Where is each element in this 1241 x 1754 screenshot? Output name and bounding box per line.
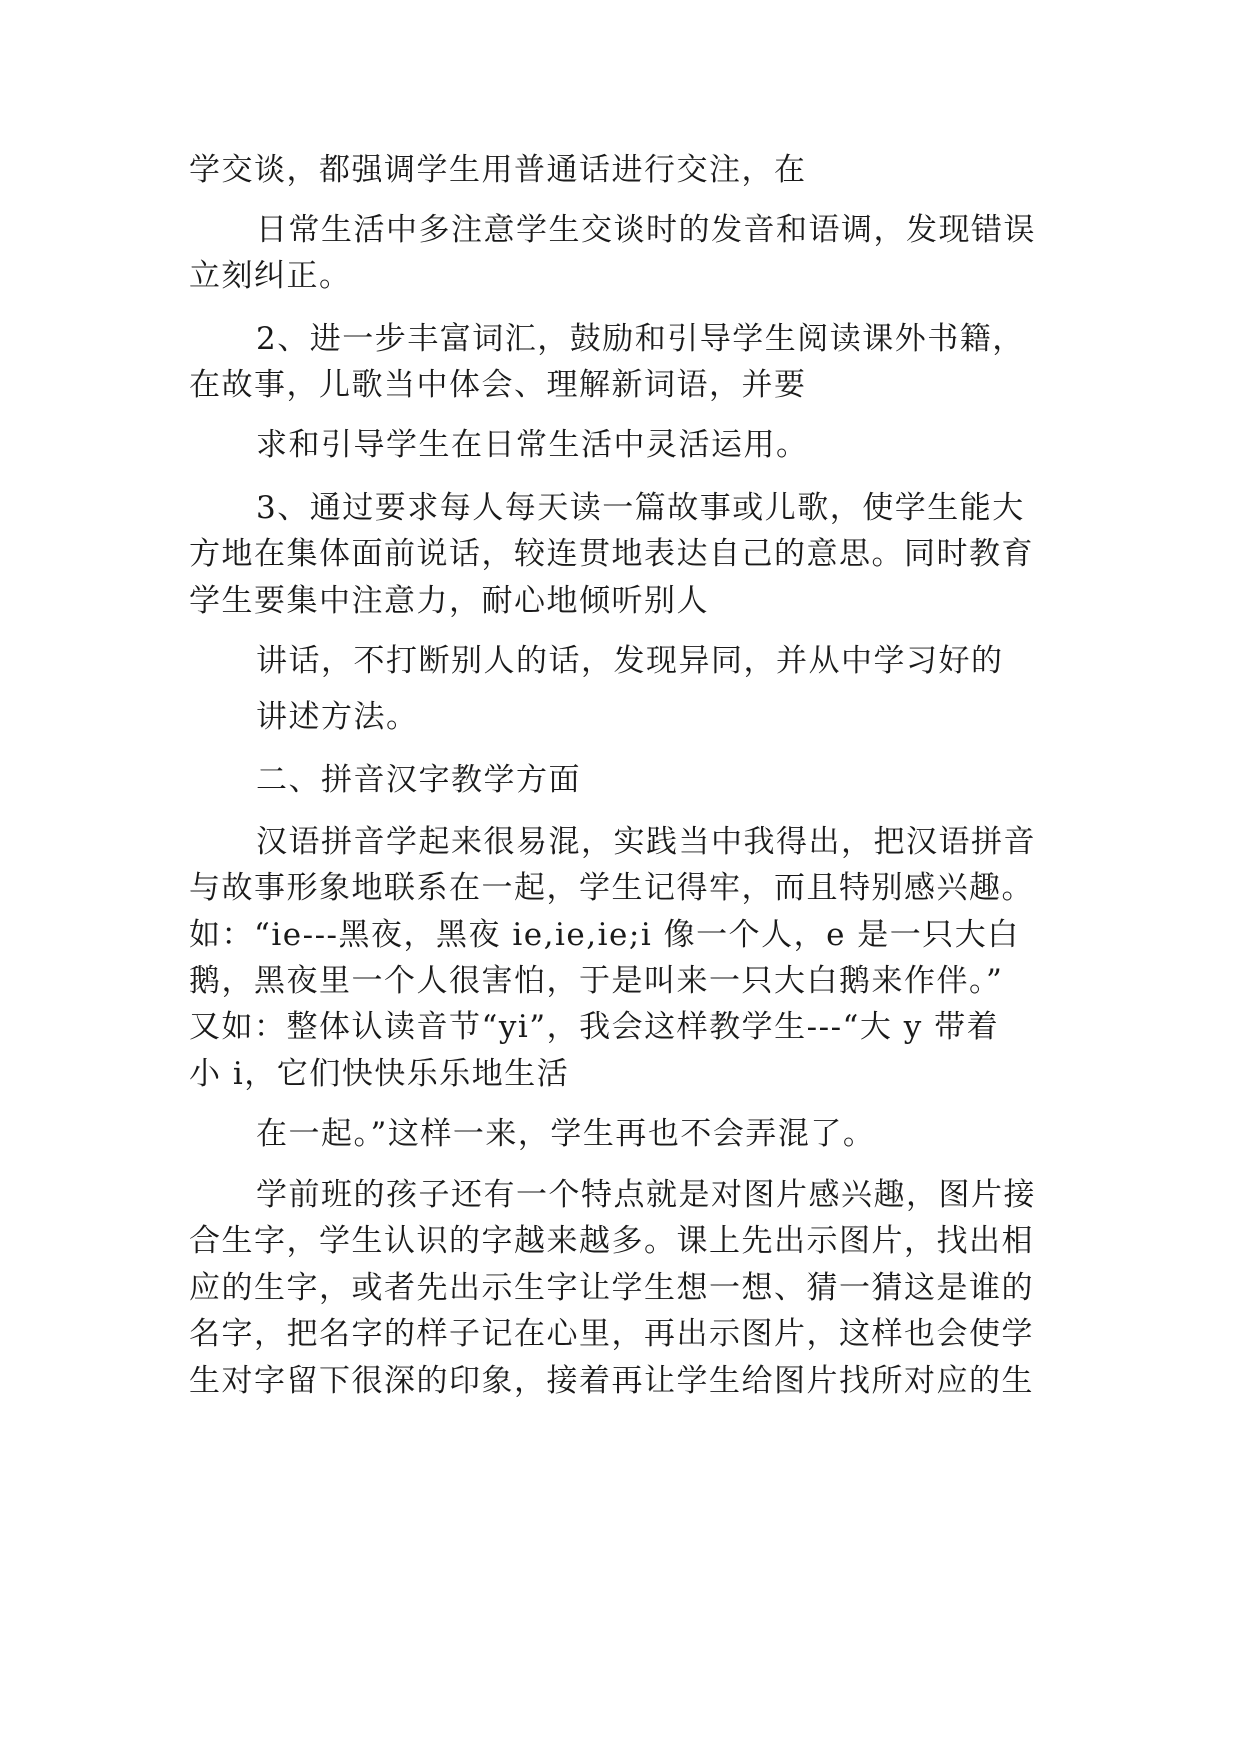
- text-line-14: 与故事形象地联系在一起，学生记得牢，而且特别感兴趣。: [189, 870, 1034, 906]
- text-line-7: 3、通过要求每人每天读一篇故事或儿歌，使学生能大: [256, 490, 1025, 526]
- text-line-20: 学前班的孩子还有一个特点就是对图片感兴趣，图片接: [256, 1177, 1036, 1213]
- text-line-13: 汉语拼音学起来很易混，实践当中我得出，把汉语拼音: [256, 824, 1036, 860]
- text-line-15: 如：“ie---黑夜，黑夜 ie,ie,ie;i 像一个人，e 是一只大白: [189, 917, 1020, 953]
- text-line-17: 又如：整体认读音节“yi”，我会这样教学生---“大 y 带着: [189, 1009, 1000, 1045]
- text-line-22: 应的生字，或者先出示生字让学生想一想、猜一猜这是谁的: [189, 1270, 1034, 1306]
- text-line-1: 学交谈，都强调学生用普通话进行交注，在: [189, 152, 807, 188]
- text-line-24: 生对字留下很深的印象，接着再让学生给图片找所对应的生: [189, 1363, 1034, 1399]
- text-line-3: 立刻纠正。: [189, 258, 352, 294]
- text-line-5: 在故事，儿歌当中体会、理解新词语，并要: [189, 367, 807, 403]
- text-line-18: 小 i，它们快快乐乐地生活: [189, 1056, 570, 1092]
- section-heading: 二、拼音汉字教学方面: [256, 762, 581, 798]
- text-line-4: 2、进一步丰富词汇，鼓励和引导学生阅读课外书籍，: [256, 321, 1025, 357]
- text-line-23: 名字，把名字的样子记在心里，再出示图片，这样也会使学: [189, 1316, 1034, 1352]
- text-line-8: 方地在集体面前说话，较连贯地表达自己的意思。同时教育: [189, 536, 1034, 572]
- text-line-10: 讲话，不打断别人的话，发现异同，并从中学习好的: [256, 643, 1004, 679]
- text-line-16: 鹅，黑夜里一个人很害怕，于是叫来一只大白鹅来作伴。”: [189, 963, 1004, 999]
- text-line-11: 讲述方法。: [256, 699, 419, 735]
- text-line-6: 求和引导学生在日常生活中灵活运用。: [256, 427, 809, 463]
- text-line-2: 日常生活中多注意学生交谈时的发音和语调，发现错误: [256, 212, 1036, 248]
- text-line-21: 合生字，学生认识的字越来越多。课上先出示图片，找出相: [189, 1223, 1034, 1259]
- text-line-19: 在一起。”这样一来，学生再也不会弄混了。: [256, 1116, 876, 1152]
- text-line-9: 学生要集中注意力，耐心地倾听别人: [189, 583, 709, 619]
